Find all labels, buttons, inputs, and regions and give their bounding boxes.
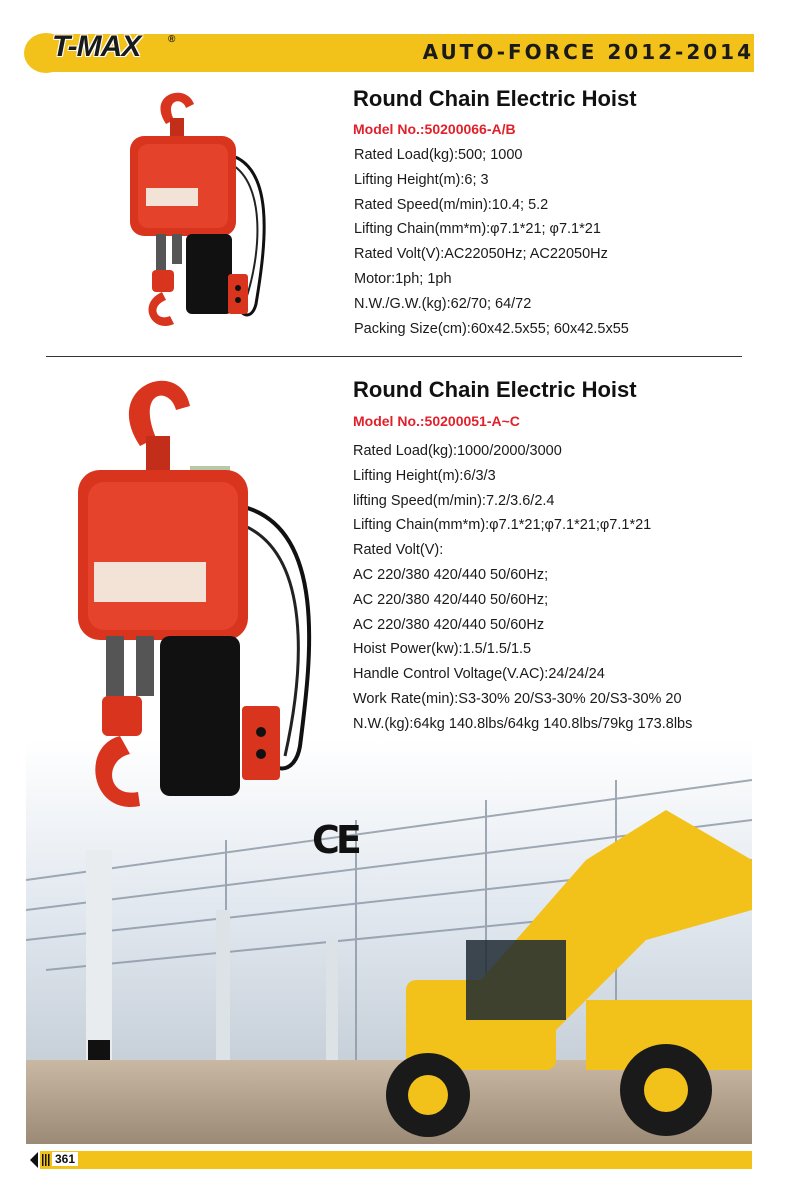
hoist-image-1: [116, 84, 286, 344]
spec-item: Lifting Chain(mm*m):φ7.1*21;φ7.1*21;φ7.1*21: [353, 517, 652, 534]
footer-arrow-icon: [26, 1151, 52, 1169]
spec-item: AC 220/380 420/440 50/60Hz;: [353, 591, 549, 608]
spec-item: N.W./G.W.(kg):62/70; 64/72: [354, 295, 532, 312]
hoist-image-2: [70, 366, 330, 846]
product-1-model: Model No.:50200066-A/B: [353, 121, 516, 137]
brand-logo: T-MAX: [52, 30, 141, 63]
spec-item: Packing Size(cm):60x42.5x55; 60x42.5x55: [354, 320, 629, 337]
product-1-title: Round Chain Electric Hoist: [353, 86, 637, 111]
spec-item: Hoist Power(kw):1.5/1.5/1.5: [353, 641, 532, 658]
section-divider: [46, 356, 742, 357]
spec-item: AC 220/380 420/440 50/60Hz;: [353, 566, 549, 583]
product-1-specs: [354, 143, 629, 341]
spec-item: Rated Load(kg):500; 1000: [354, 147, 523, 163]
ce-mark: CE: [312, 818, 358, 862]
spec-item: Motor:1ph; 1ph: [354, 270, 452, 287]
spec-item: Handle Control Voltage(V.AC):24/24/24: [353, 666, 605, 683]
spec-item: Lifting Height(m):6; 3: [354, 171, 489, 188]
spec-item: lifting Speed(m/min):7.2/3.6/2.4: [353, 492, 555, 509]
registered-mark: ®: [168, 34, 176, 45]
series-title: AUTO-FORCE 2012-2014: [422, 40, 754, 64]
spec-item: Lifting Chain(mm*m):φ7.1*21; φ7.1*21: [354, 221, 601, 238]
product-2-model: Model No.:50200051-A~C: [353, 413, 520, 429]
spec-item: Rated Speed(m/min):10.4; 5.2: [354, 196, 549, 213]
spec-item: Rated Load(kg):1000/2000/3000: [353, 443, 562, 459]
spec-item: AC 220/380 420/440 50/60Hz: [353, 616, 545, 633]
spec-item: N.W.(kg):64kg 140.8lbs/64kg 140.8lbs/79kg 173.8lbs: [353, 715, 693, 732]
spec-item: Rated Volt(V):AC22050Hz; AC22050Hz: [354, 246, 608, 263]
spec-item: Lifting Height(m):6/3/3: [353, 467, 496, 484]
product-2-title: Round Chain Electric Hoist: [353, 377, 637, 402]
product-2-specs: [353, 439, 692, 737]
spec-item: Work Rate(min):S3-30% 20/S3-30% 20/S3-30% 20: [353, 690, 682, 707]
page-number: 361: [52, 1152, 78, 1166]
footer-band: [40, 1151, 752, 1169]
spec-item: Rated Volt(V):: [353, 542, 444, 559]
